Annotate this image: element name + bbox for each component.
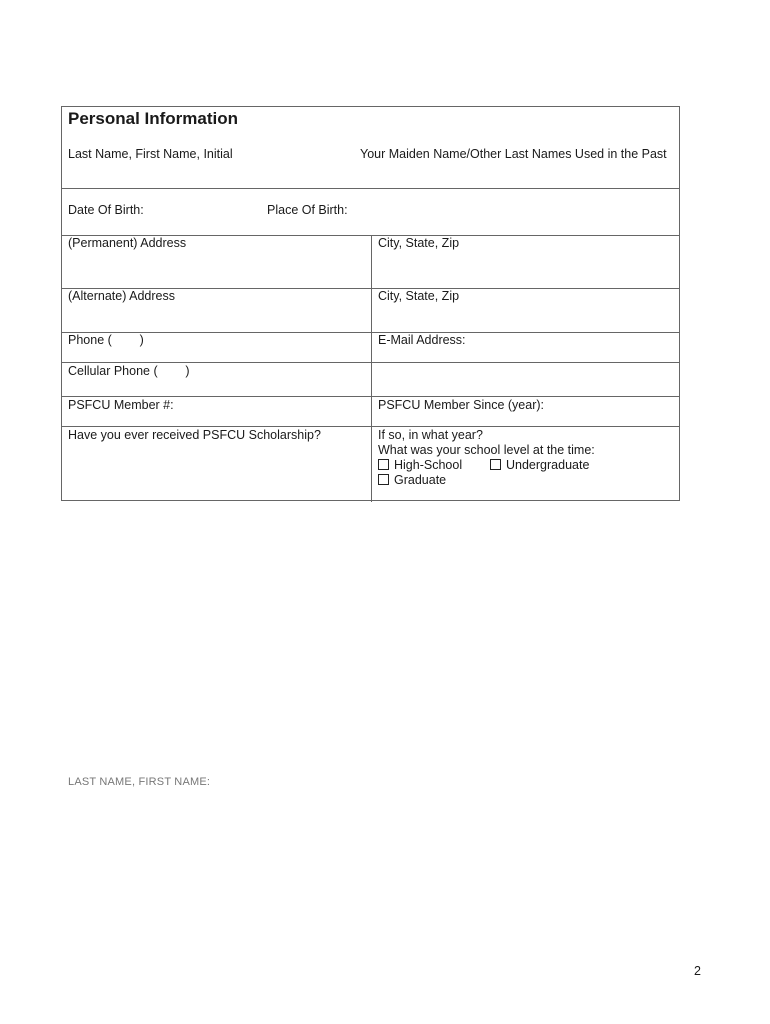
high-school-checkbox[interactable] [378,459,389,470]
phone-cell [62,333,371,362]
cellular-phone-cell [62,363,371,396]
school-level-question: What was your school level at the time: [378,443,595,457]
alternate-address-field[interactable]: (Alternate) Address [68,289,175,303]
birth-row [62,189,679,236]
cellular-phone-row [62,363,679,397]
footer-name-label: LAST NAME, FIRST NAME: [68,776,211,788]
graduate-checkbox[interactable] [378,474,389,485]
empty-cell [371,363,679,396]
scholarship-question: Have you ever received PSFCU Scholarship? [68,428,321,442]
name-row [62,107,679,189]
undergraduate-label: Undergraduate [506,458,590,472]
permanent-address-row [62,236,679,289]
scholarship-row [62,427,679,502]
permanent-address-field[interactable]: (Permanent) Address [68,236,187,250]
permanent-city-state-zip-field[interactable]: City, State, Zip [378,236,460,250]
alternate-address-cell [62,289,371,332]
high-school-label: High-School [394,458,463,472]
alternate-city-cell [371,289,679,332]
alternate-city-state-zip-field[interactable]: City, State, Zip [378,289,460,303]
section-title: Personal Information [68,109,239,128]
date-of-birth-field[interactable]: Date Of Birth: [68,203,144,217]
graduate-option[interactable] [378,473,446,488]
cellular-phone-field[interactable]: Cellular Phone ( ) [68,364,190,378]
maiden-name-field[interactable]: Your Maiden Name/Other Last Names Used in the Past [360,147,667,161]
undergraduate-option[interactable] [490,458,589,473]
permanent-address-cell [62,236,371,288]
psfcu-member-row [62,397,679,427]
if-so-year-field[interactable]: If so, in what year? [378,428,483,442]
scholarship-question-cell [62,427,371,502]
phone-row [62,333,679,363]
member-since-cell [371,397,679,426]
email-cell [371,333,679,362]
high-school-option[interactable] [378,458,462,473]
last-name-first-initial-field[interactable]: Last Name, First Name, Initial [68,147,233,161]
alternate-address-row [62,289,679,333]
psfcu-member-number-field[interactable]: PSFCU Member #: [68,398,174,412]
member-number-cell [62,397,371,426]
permanent-city-cell [371,236,679,288]
undergraduate-checkbox[interactable] [490,459,501,470]
place-of-birth-field[interactable]: Place Of Birth: [267,203,348,217]
scholarship-details-cell [371,427,679,502]
page-number: 2 [694,964,701,978]
email-field[interactable]: E-Mail Address: [378,333,466,347]
personal-information-form [61,106,680,501]
phone-field[interactable]: Phone ( ) [68,333,144,347]
psfcu-member-since-field[interactable]: PSFCU Member Since (year): [378,398,545,412]
graduate-label: Graduate [394,473,447,487]
